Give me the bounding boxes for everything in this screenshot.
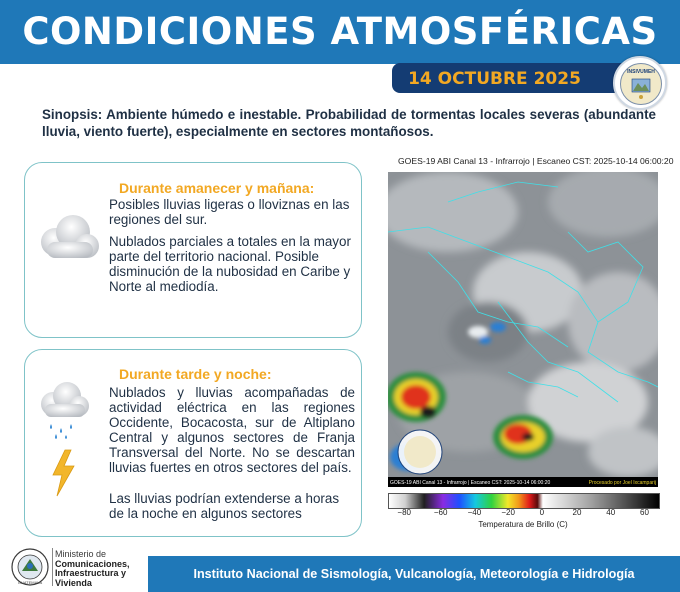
colorbar-tick: −40	[467, 508, 482, 517]
morning-paragraph-1: Posibles lluvias ligeras o lloviznas en las regiones del sur.	[109, 197, 350, 227]
satellite-credit: Procesado por Joel Ixcamparij	[588, 480, 656, 486]
ministry-line-2: Comunicaciones,	[55, 558, 130, 569]
header-banner	[0, 0, 680, 64]
morning-forecast-card	[24, 162, 362, 338]
colorbar-tick: −80	[397, 508, 411, 517]
ministry-name	[55, 550, 130, 588]
seal-label: INSIVUMEH	[627, 69, 655, 75]
satellite-infrared-map	[388, 172, 658, 487]
morning-paragraph-2: Nublados parciales a totales en la mayor parte del territorio nacional. Posible disminución de la nubosidad en Caribe y Norte al mediodía.	[109, 234, 351, 294]
colorbar-label: Temperatura de Brillo (C)	[478, 520, 568, 529]
colorbar-tick: 40	[606, 508, 616, 517]
seal-emblem-icon	[621, 64, 661, 104]
cloud-icon	[33, 208, 103, 268]
evening-paragraph-2: Las lluvias podrían extenderse a horas de la noche en algunos sectores	[109, 491, 340, 521]
lightning-bolt-icon	[49, 448, 77, 498]
date-banner	[392, 63, 632, 93]
morning-title: Durante amanecer y mañana:	[119, 180, 315, 196]
evening-title: Durante tarde y noche:	[119, 366, 272, 382]
evening-paragraph-1: Nublados y lluvias acompañadas de actividad eléctrica en las regiones Occidente, Bocacosta, sur de Altiplano Central y algunos sectores de Franja Transversal del Norte. No se descartan lluvias fuertes en otros sectores del país.	[109, 385, 355, 475]
ministry-divider	[52, 548, 53, 586]
satellite-caption: GOES-19 ABI Canal 13 - Infrarrojo | Escaneo CST: 2025-10-14 06:00:20	[398, 156, 674, 166]
ministry-line-4: Vivienda	[55, 577, 92, 588]
colorbar-tick: −60	[433, 508, 448, 517]
ministry-line-3: Infraestructura y	[55, 568, 127, 578]
guatemala-coat-of-arms-icon	[10, 547, 50, 587]
colorbar-tick: 20	[572, 508, 582, 517]
satellite-image	[388, 172, 658, 487]
institute-name: Instituto Nacional de Sismología, Vulcanología, Meteorología e Hidrología	[193, 567, 635, 581]
page-title: CONDICIONES ATMOSFÉRICAS	[22, 10, 658, 53]
ministry-logo	[8, 545, 143, 589]
temperature-colorbar	[388, 493, 660, 509]
date-label: 14 OCTUBRE 2025	[408, 69, 581, 89]
colorbar-ticks	[388, 508, 658, 520]
ministry-line-1: Ministerio de	[55, 549, 107, 559]
synopsis-text: Sinopsis: Ambiente húmedo e inestable. Probabilidad de tormentas locales severas (abundante lluvia, viento fuerte), especialmente en sectores montañosos.	[42, 107, 656, 139]
evening-forecast-card	[24, 349, 362, 537]
satellite-inner-caption: GOES-19 ABI Canal 13 - Infrarrojo | Escaneo CST: 2025-10-14 06:00:20	[390, 480, 551, 486]
footer-banner	[148, 556, 680, 592]
rain-cloud-icon	[33, 378, 95, 440]
insivumeh-seal-icon	[613, 56, 667, 110]
coat-of-arms-label: GUATEMALA	[17, 580, 43, 585]
colorbar-tick: 0	[539, 508, 545, 517]
colorbar-tick: 60	[640, 508, 649, 517]
colorbar-tick: −20	[501, 508, 515, 517]
